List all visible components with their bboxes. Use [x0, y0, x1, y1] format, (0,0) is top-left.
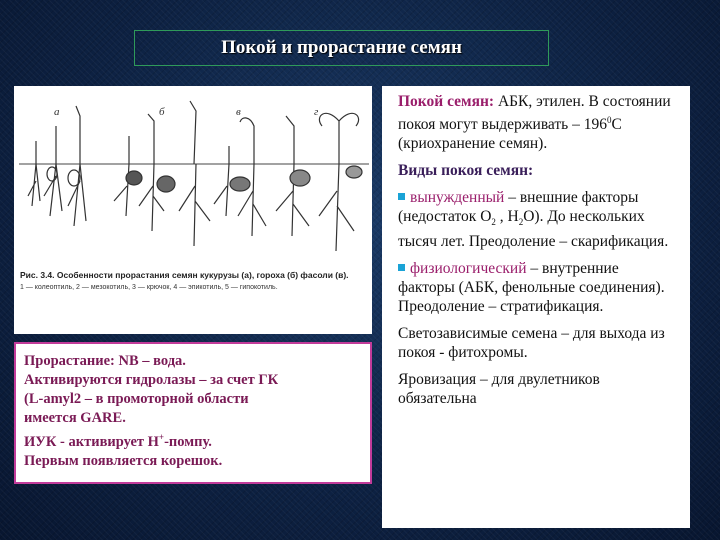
bullet-icon: [398, 264, 405, 271]
late-seedlings: [276, 113, 362, 251]
germination-line-3: (L-amyl2 – в промоторной области: [24, 391, 249, 407]
bean-seedlings: [214, 118, 266, 236]
forced-text: – внешние факторы (недостаток О: [398, 189, 639, 226]
page-title: Покой и прорастание семян: [221, 37, 462, 58]
dormancy-types-heading: Виды покоя семян:: [398, 162, 534, 180]
germination-line-4: имеется GARE.: [24, 410, 126, 426]
vernalization-paragraph: Яровизация – для двулетников обязательна: [398, 371, 600, 408]
seedling-figure: [14, 86, 372, 334]
forced-mid: , Н: [495, 208, 519, 226]
label-g: г: [314, 106, 319, 118]
figure-caption: [20, 270, 370, 292]
germination-line-2: Активируются гидролазы – за счет ГК: [24, 372, 279, 388]
germination-line-5: [24, 428, 362, 452]
label-a: а: [54, 106, 60, 118]
physiological-term: физиологический: [410, 260, 527, 278]
germination-line-6: Первым появляется корешок.: [24, 452, 223, 469]
label-v: в: [236, 106, 241, 118]
seedling-drawing: [14, 86, 372, 334]
iuk-tail: -помпу.: [164, 433, 212, 450]
forced-sub-2: 2: [518, 217, 524, 228]
dormancy-tail: С (криохранение семян).: [398, 116, 622, 153]
physiological-dormancy-item: [398, 259, 676, 316]
dormancy-sup: 0: [607, 115, 612, 125]
caption-line-1: Рис. 3.4. Особенности прорастания семян кукурузы (а), гороха (б) фасоли (в).: [20, 270, 349, 280]
forced-dormancy-item: [398, 188, 676, 251]
germination-line-1: Прорастание: NB – вода.: [24, 353, 186, 369]
germination-box: [14, 342, 372, 484]
dormancy-paragraph: [398, 92, 676, 153]
forced-term: вынужденный: [410, 189, 505, 207]
iuk-sup: +: [158, 432, 165, 442]
forced-tail: О). До нескольких тысяч лет. Преодоление – скарификация.: [398, 208, 669, 251]
physiological-text: – внутренние факторы (АБК, фенольные соединения). Преодоление – стратификация.: [398, 260, 665, 316]
forced-sub: 2: [491, 217, 496, 228]
bullet-icon: [398, 193, 405, 200]
dormancy-text: АБК, этилен. В состоянии покоя могут выдерживать – 196: [398, 93, 671, 134]
right-text-panel: [382, 86, 690, 528]
light-dependent-paragraph: Светозависимые семена – для выхода из покоя - фитохромы.: [398, 325, 665, 362]
corn-seedlings: [28, 106, 86, 226]
iuk-text: ИУК - активирует Н: [24, 433, 159, 450]
pea-seedlings: [114, 101, 210, 246]
label-b: б: [159, 106, 165, 118]
title-box: [134, 30, 549, 66]
dormancy-heading: Покой семян:: [398, 93, 495, 110]
caption-line-2: 1 — колеоптиль, 2 — мезокотиль, 3 — крючок, 4 — эпикотиль, 5 — гипокотиль.: [20, 284, 278, 291]
